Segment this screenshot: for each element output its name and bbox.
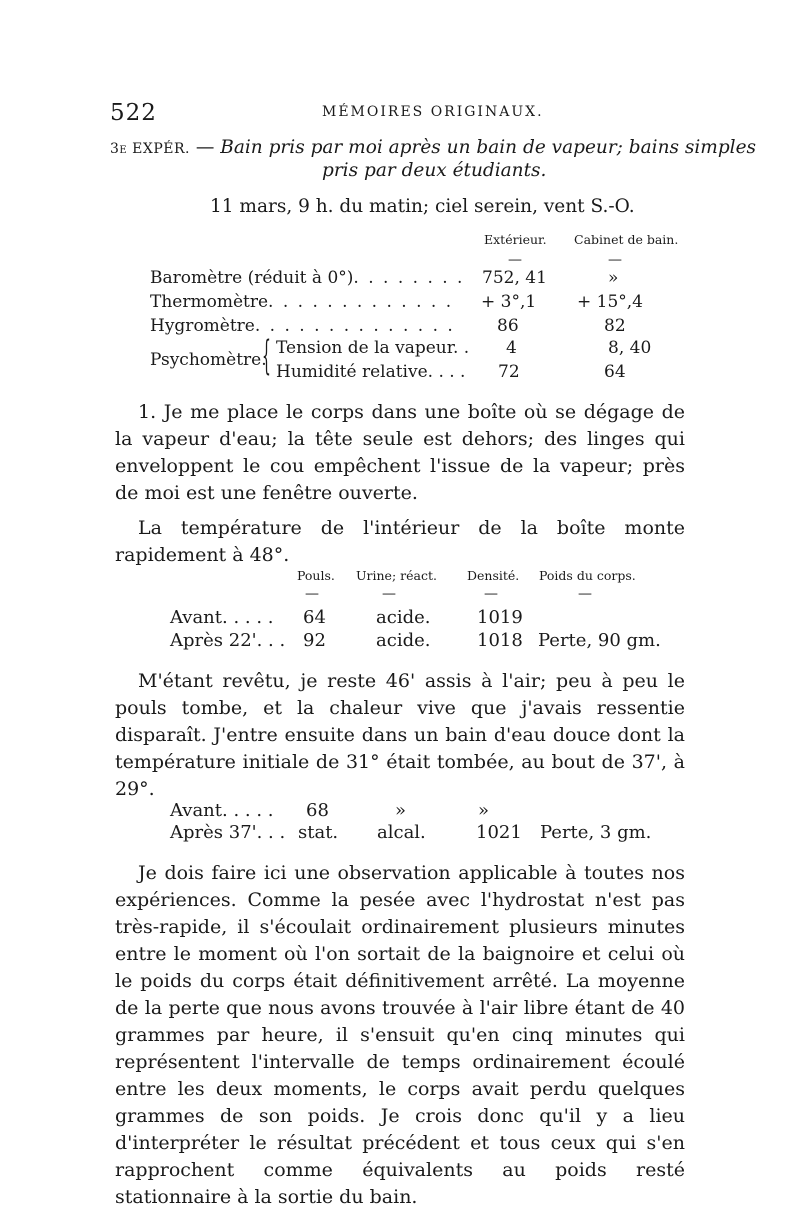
col-header-densite: Densité.: [467, 568, 520, 583]
cell-ext: 72: [498, 362, 520, 382]
cell-ext: 752, 41: [482, 268, 547, 288]
page-number: 522: [110, 100, 157, 126]
cell-cab: 82: [604, 316, 626, 336]
row-label: Baromètre (réduit à 0°): [150, 268, 354, 288]
col-dash: —: [305, 586, 319, 602]
row-label: Après 22'. . .: [170, 630, 286, 651]
col-dash: —: [484, 586, 498, 602]
cell-cab: »: [608, 268, 619, 288]
cell-pouls: stat.: [298, 822, 339, 843]
leader-dots: . . . . . . . . . . . . .: [268, 292, 454, 312]
brace-icon: {: [262, 333, 271, 379]
experiment-title-line1: Bain pris par moi après un bain de vapeur; bains simples: [220, 137, 757, 158]
cell-pouls: 68: [306, 800, 329, 821]
table-row-hygrometre: [150, 316, 455, 336]
table-row-barometre: [150, 268, 464, 288]
row-label: Avant. . . . .: [170, 607, 274, 628]
cell-cab: 64: [604, 362, 626, 382]
paragraph-2: La température de l'intérieur de la boîte monte rapidement à 48°.: [115, 517, 685, 566]
cell-ext: 4: [506, 338, 517, 358]
date-line: 11 mars, 9 h. du matin; ciel serein, vent S.-O.: [210, 196, 635, 217]
row-label: Après 37'. . .: [170, 822, 286, 843]
experiment-label: 3e EXPÉR.: [110, 141, 190, 157]
paragraph-1: 1. Je me place le corps dans une boîte où se dégage de la vapeur d'eau; la tête seule est dehors; des linges qui enveloppent le cou empêchent l'issue de la vapeur; près de moi est une fenêtre ouverte.: [115, 401, 685, 504]
cell-pouls: 92: [303, 630, 326, 651]
col-dash: —: [382, 586, 396, 602]
leader-dots: . . . . . . . . . . . . . .: [254, 316, 455, 336]
cell-densite: 1018: [477, 630, 523, 651]
cell-densite: 1019: [477, 607, 523, 628]
cell-poids: Perte, 3 gm.: [540, 822, 652, 843]
col-dash-cabinet: —: [608, 252, 622, 268]
cell-urine: acide.: [376, 607, 431, 628]
leader-dots: . . . . . . . .: [353, 268, 465, 288]
row-label: Hygromètre: [150, 316, 255, 336]
psychrometer-tension-label: Tension de la vapeur. .: [276, 338, 470, 358]
cell-urine: »: [395, 800, 407, 821]
col-header-cabinet: Cabinet de bain.: [574, 232, 679, 247]
cell-poids: Perte, 90 gm.: [538, 630, 661, 651]
col-header-poids: Poids du corps.: [539, 568, 636, 583]
psychrometer-humidity-label: Humidité relative. . . .: [276, 362, 466, 382]
row-label: Avant. . . . .: [170, 800, 274, 821]
col-header-exterieur: Extérieur.: [484, 232, 547, 247]
cell-pouls: 64: [303, 607, 326, 628]
paragraph-4: Je dois faire ici une observation applicable à toutes nos expériences. Comme la pesée avec l'hydrostat n'est pas très-rapide, il s'écoulait ordinairement plusieurs minutes entre le moment où l'on sortait de la baignoire et celui où le poids du corps était définitivement arrêté. La moyenne de la perte que nous avons trouvée à l'air libre étant de 40 grammes par heure, il s'ensuit qu'en cinq minutes qui représentent l'intervalle de temps ordinairement écoulé entre les deux moments, le corps avait perdu quelques grammes de son poids. Je crois donc qu'il y a lieu d'interpréter le résultat précédent et tous ceux qui s'en rapprochent comme équivalents au poids resté stationnaire à la sortie du bain.: [115, 862, 685, 1208]
cell-urine: alcal.: [377, 822, 426, 843]
row-label: Thermomètre: [150, 292, 269, 312]
running-title: MÉMOIRES ORIGINAUX.: [322, 104, 544, 120]
paragraph-3-block: [115, 668, 685, 803]
cell-ext: + 3°,1: [481, 292, 537, 312]
cell-ext: 86: [497, 316, 519, 336]
col-header-pouls: Pouls.: [297, 568, 335, 583]
psychrometer-label: Psychomètre.: [150, 350, 267, 370]
cell-urine: acide.: [376, 630, 431, 651]
table-row-thermometre: [150, 292, 453, 312]
col-header-urine: Urine; réact.: [356, 568, 437, 583]
paragraph-3: M'étant revêtu, je reste 46' assis à l'air; peu à peu le pouls tombe, et la chaleur vive que j'avais ressentie disparaît. J'entre ensuite dans un bain d'eau douce dont la température initiale de 31° était tombée, au bout de 37', à 29°.: [115, 670, 685, 800]
cell-densite: »: [478, 800, 490, 821]
cell-densite: 1021: [476, 822, 522, 843]
col-dash-exterieur: —: [508, 252, 522, 268]
cell-cab: + 15°,4: [577, 292, 643, 312]
experiment-heading: [110, 137, 756, 158]
experiment-dash: —: [189, 137, 221, 158]
col-dash: —: [578, 586, 592, 602]
cell-cab: 8, 40: [608, 338, 652, 358]
paragraph-1-block: [115, 399, 685, 569]
experiment-title-line2: pris par deux étudiants.: [322, 160, 547, 181]
paragraph-4-block: [115, 860, 685, 1211]
